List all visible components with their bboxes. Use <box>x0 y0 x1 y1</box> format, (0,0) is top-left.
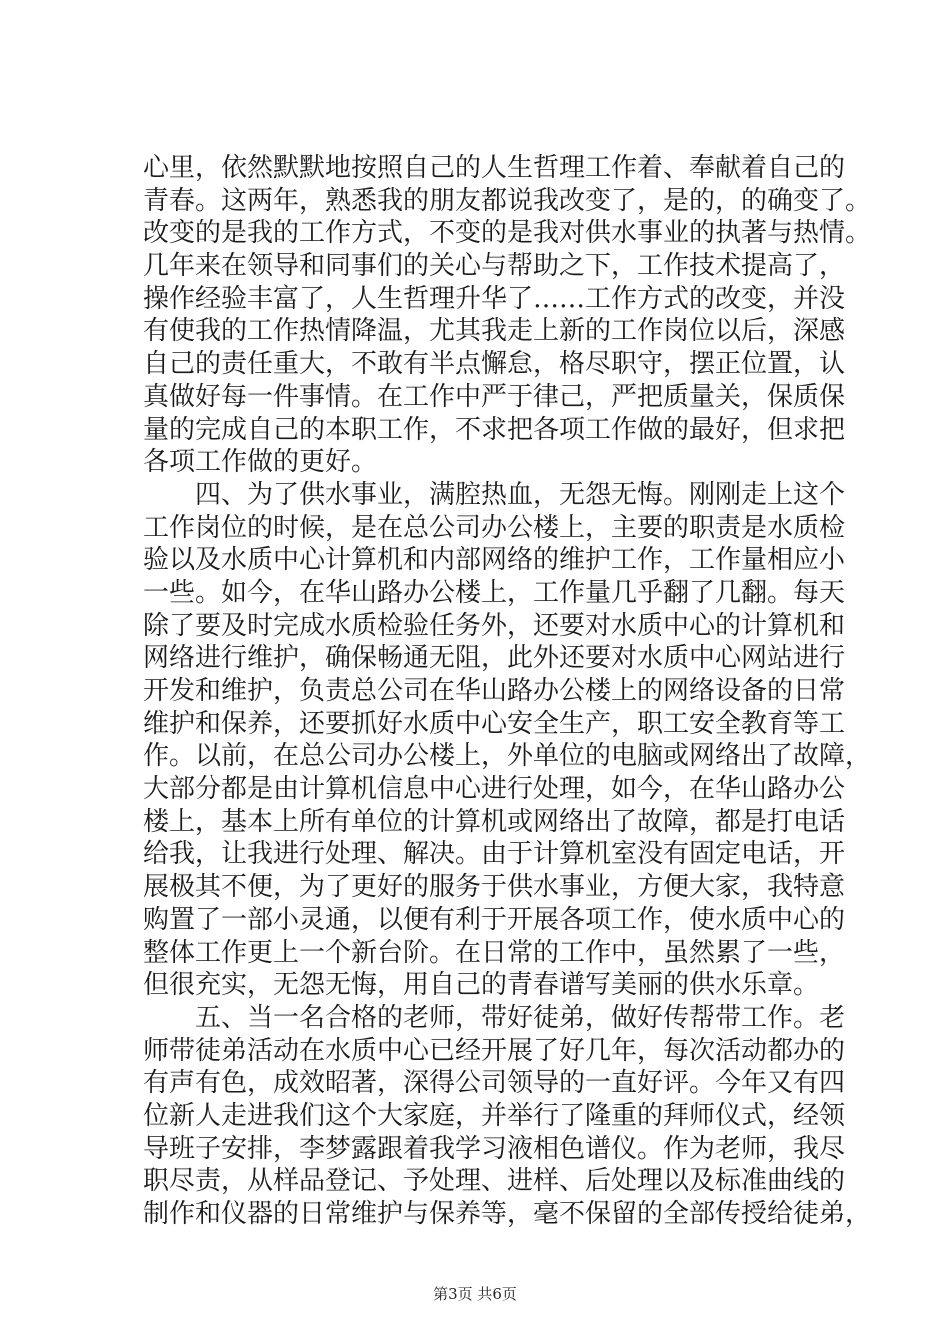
text-line: 职尽责，从样品登记、予处理、进样、后处理以及标准曲线的 <box>143 1166 846 1197</box>
text-line: 几年来在领导和同事们的关心与帮助之下，工作技术提高了， <box>143 251 846 282</box>
text-line: 有使我的工作热情降温，尤其我走上新的工作岗位以后，深感 <box>143 316 846 347</box>
text-line: 购置了一部小灵通，以便有利于开展各项工作，使水质中心的 <box>143 904 846 935</box>
text-line: 楼上，基本上所有单位的计算机或网络出了故障，都是打电话 <box>143 806 846 837</box>
text-line: 维护和保养，还要抓好水质中心安全生产，职工安全教育等工 <box>143 708 846 739</box>
text-line: 展极其不便，为了更好的服务于供水事业，方便大家，我特意 <box>143 872 846 903</box>
text-line: 师带徒弟活动在水质中心已经开展了好几年，每次活动都办的 <box>143 1035 846 1066</box>
page-footer: 第3页 共6页 <box>433 1285 517 1303</box>
text-line: 网络进行维护，确保畅通无阻，此外还要对水质中心网站进行 <box>143 643 846 674</box>
text-line: 整体工作更上一个新台阶。在日常的工作中，虽然累了一些， <box>143 937 846 968</box>
text-line: 验以及水质中心计算机和内部网络的维护工作，工作量相应小 <box>143 545 846 576</box>
text-line: 给我，让我进行处理、解决。由于计算机室没有固定电话，开 <box>143 839 846 870</box>
text-line: 有声有色，成效昭著，深得公司领导的一直好评。今年又有四 <box>143 1068 846 1099</box>
text-line: 制作和仪器的日常维护与保养等，毫不保留的全部传授给徒弟， <box>143 1199 872 1229</box>
text-line: 五、当一名合格的老师，带好徒弟，做好传帮带工作。老 <box>143 1002 846 1033</box>
text-line: 大部分都是由计算机信息中心进行处理，如今，在华山路办公 <box>143 774 846 805</box>
text-line: 青春。这两年，熟悉我的朋友都说我改变了，是的，的确变了。 <box>143 185 872 216</box>
text-line: 导班子安排，李梦露跟着我学习液相色谱仪。作为老师，我尽 <box>143 1133 846 1164</box>
text-line: 各项工作做的更好。 <box>143 447 378 478</box>
text-line: 但很充实，无怨无悔，用自己的青春谱写美丽的供水乐章。 <box>143 970 820 1001</box>
text-line: 除了要及时完成水质检验任务外，还要对水质中心的计算机和 <box>143 610 846 641</box>
text-line: 作。以前，在总公司办公楼上，外单位的电脑或网络出了故障， <box>143 741 872 772</box>
text-line: 量的完成自己的本职工作，不求把各项工作做的最好，但求把 <box>143 414 846 445</box>
text-line: 心里，依然默默地按照自己的人生哲理工作着、奉献着自己的 <box>143 153 846 183</box>
text-line: 自己的责任重大，不敢有半点懈怠，格尽职守，摆正位置，认 <box>143 349 846 380</box>
text-line: 操作经验丰富了，人生哲理升华了……工作方式的改变，并没 <box>143 283 846 314</box>
text-line: 一些。如今，在华山路办公楼上，工作量几乎翻了几翻。每天 <box>143 577 846 608</box>
text-line: 位新人走进我们这个大家庭，并举行了隆重的拜师仪式，经领 <box>143 1100 846 1131</box>
text-line: 开发和维护，负责总公司在华山路办公楼上的网络设备的日常 <box>143 676 846 706</box>
body-text <box>143 152 872 1231</box>
text-line: 改变的是我的工作方式，不变的是我对供水事业的执著与热情。 <box>143 218 872 249</box>
text-line: 工作岗位的时候，是在总公司办公楼上，主要的职责是水质检 <box>143 512 846 543</box>
text-line: 真做好每一件事情。在工作中严于律己，严把质量关，保质保 <box>143 381 846 412</box>
text-line: 四、为了供水事业，满腔热血，无怨无悔。刚刚走上这个 <box>143 479 846 510</box>
